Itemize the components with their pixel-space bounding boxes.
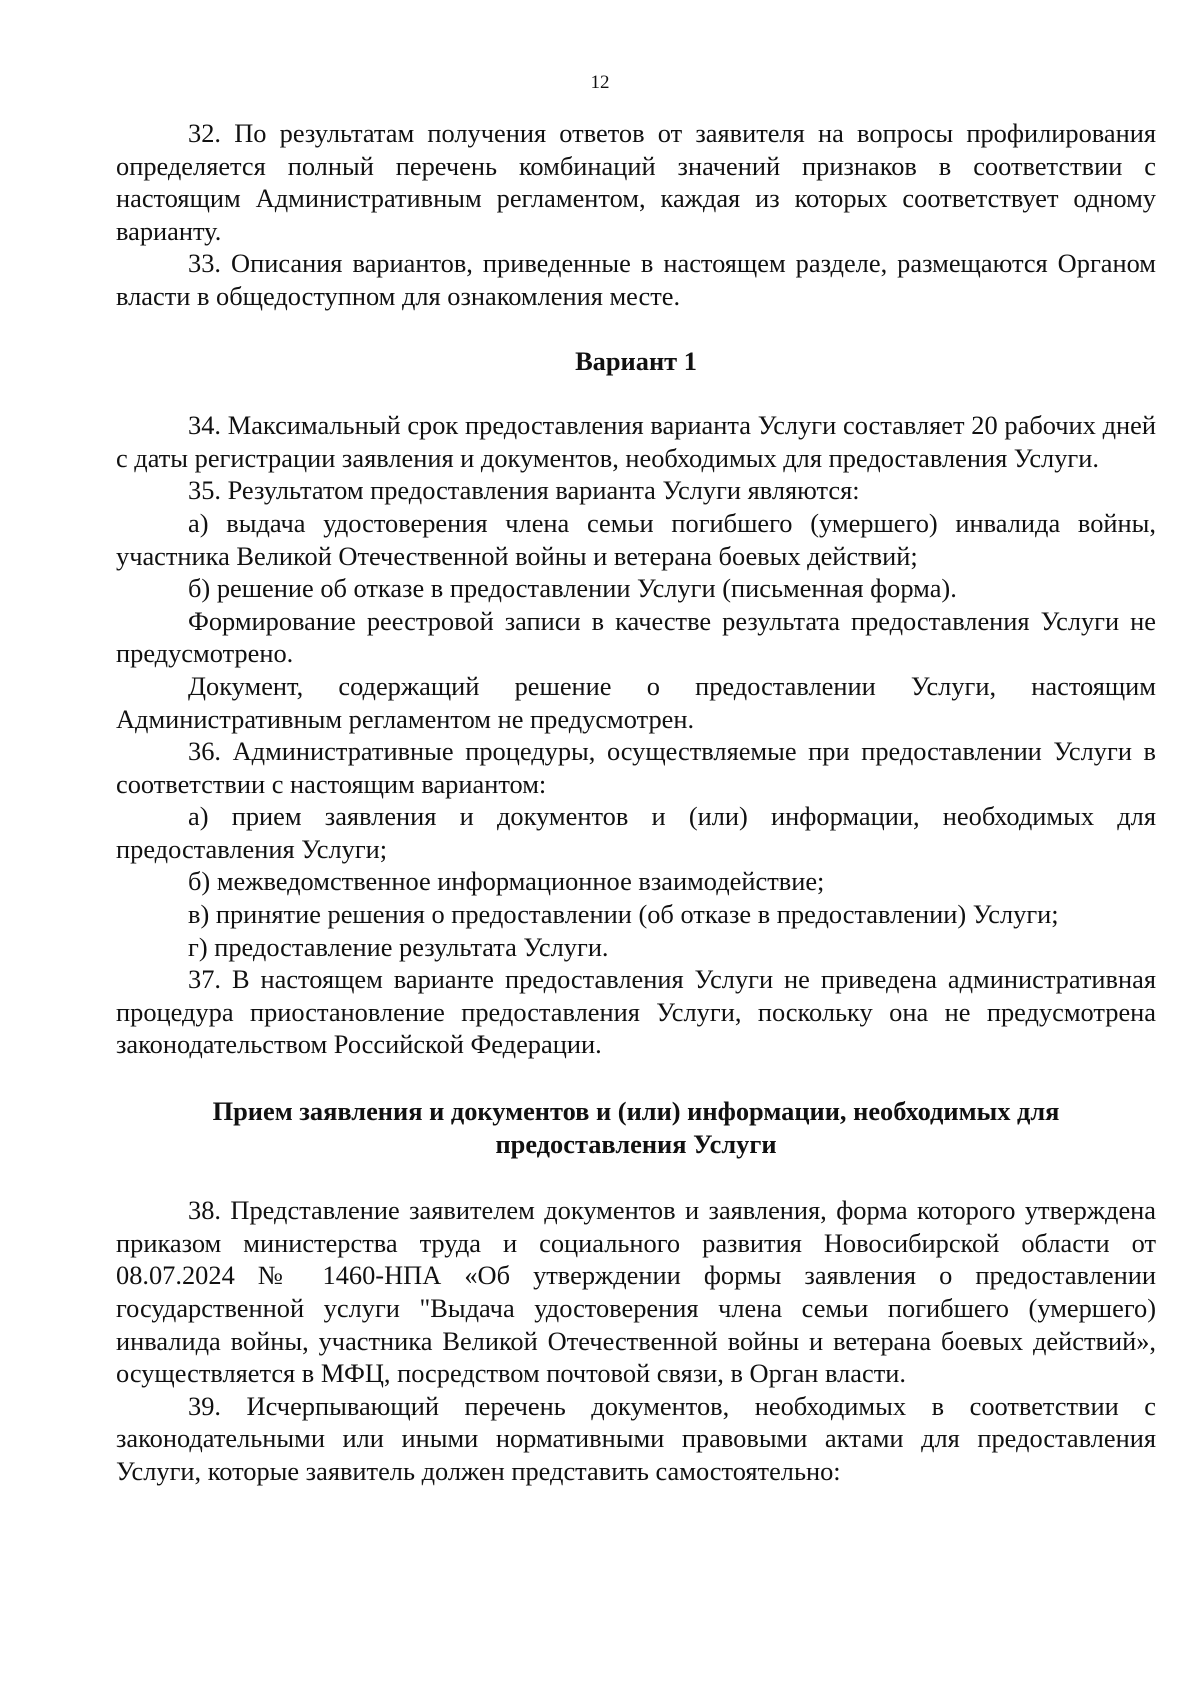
document-body — [116, 117, 1156, 1488]
paragraph-decision-document: Документ, содержащий решение о предоставлении Услуги, настоящим Административным регламентом не предусмотрен. — [116, 670, 1156, 734]
page-number: 12 — [590, 72, 610, 93]
paragraph-36-item-a: а) прием заявления и документов и (или) информации, необходимых для предоставления Услуги; — [116, 801, 1156, 864]
variant-heading: Вариант 1 — [575, 345, 697, 376]
paragraph-36-item-v: в) принятие решения о предоставлении (об отказе в предоставлении) Услуги; — [188, 899, 1059, 930]
paragraph-35: 35. Результатом предоставления варианта Услуги являются: — [188, 475, 860, 506]
paragraph-36-item-b: б) межведомственное информационное взаимодействие; — [188, 866, 825, 897]
paragraph-39: 39. Исчерпывающий перечень документов, необходимых в соответствии с законодательными или иными нормативными правовыми актами для предоставления Услуги, которые заявитель должен представить самостоятельно: — [116, 1390, 1156, 1486]
paragraph-32: 32. По результатам получения ответов от заявителя на вопросы профилирования определяется полный перечень комбинаций значений признаков в соответствии с настоящим Административным регламентом, каждая из которых соответствует одному варианту. — [116, 118, 1156, 246]
paragraph-38: 38. Представление заявителем документов и заявления, форма которого утверждена приказом министерства труда и социального развития Новосибирской области от 08.07.2024 № 1460-НПА «Об утверждении формы заявления о предоставлении государственной услуги "Выдача удостоверения члена семьи погибшего (умершего) инвалида войны, участника Великой Отечественной войны и ветерана боевых действий», осуществляется в МФЦ, посредством почтовой связи, в Орган власти. — [116, 1195, 1156, 1389]
section-heading: Прием заявления и документов и (или) информации, необходимых для предоставления Услуги — [212, 1096, 1060, 1159]
paragraph-35-item-b: б) решение об отказе в предоставлении Услуги (письменная форма). — [188, 573, 957, 604]
paragraph-34: 34. Максимальный срок предоставления варианта Услуги составляет 20 рабочих дней с даты регистрации заявления и документов, необходимых для предоставления Услуги. — [116, 410, 1156, 473]
paragraph-37: 37. В настоящем варианте предоставления Услуги не приведена административная процедура приостановление предоставления Услуги, поскольку она не предусмотрена законодательством Российской Федерации. — [116, 964, 1156, 1060]
paragraph-35-item-a: а) выдача удостоверения члена семьи погибшего (умершего) инвалида войны, участника Великой Отечественной войны и ветерана боевых действий; — [116, 507, 1156, 571]
paragraph-33: 33. Описания вариантов, приведенные в настоящем разделе, размещаются Органом власти в общедоступном для ознакомления месте. — [116, 248, 1156, 311]
paragraph-registry-record: Формирование реестровой записи в качестве результата предоставления Услуги не предусмотрено. — [116, 605, 1156, 669]
paragraph-36: 36. Административные процедуры, осуществляемые при предоставлении Услуги в соответствии с настоящим вариантом: — [116, 736, 1156, 799]
paragraph-36-item-g: г) предоставление результата Услуги. — [188, 931, 609, 962]
